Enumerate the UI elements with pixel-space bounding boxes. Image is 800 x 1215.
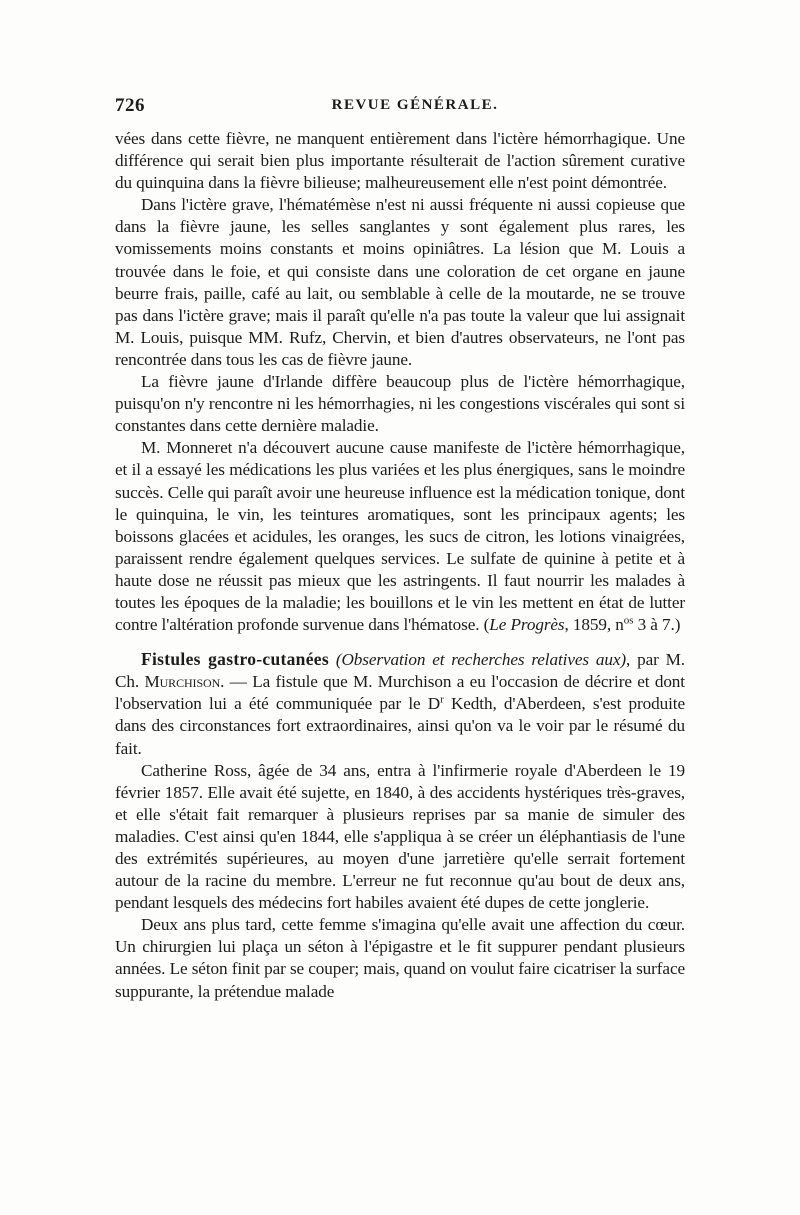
paragraph-monneret-text: M. Monneret n'a découvert aucune cause manifeste de l'ictère hémorrhagique, et il a essayé les médications les plus variées et les plus énergiques, sans le moindre succès. Celle qui paraît avoir une heureuse influence est la médication tonique, dont le quinquina, le vin, les teintures aromatiques, sont les principaux agents; les boissons glacées et acidules, les oranges, les sucs de citron, les lotions vinaigrées, paraissent rendre également quelques services. Le sulfate de quinine à petite et à haute dose ne réussit pas mieux que les astringents. Il faut nourrir les malades à toutes les époques de la maladie; les bouillons et le vin les mettent en état de lutter contre l'altération profonde survenue dans l'hématose.	[115, 438, 685, 635]
citation: (Le Progrès, 1859, $n^{os}$ 3 à 7.)	[483, 614, 681, 635]
article-subtitle: (Observation et recherches relatives aux)	[335, 650, 626, 670]
paragraph-ictere-grave: Dans l'ictère grave, l'hématémèse n'est ni aussi fréquente ni aussi copieuse que dans la fièvre jaune, les selles sanglantes y sont également plus rares, les vomissements moins constants et moins opiniâtres. La lésion que M. Louis a trouvée dans le foie, et qui consiste dans une coloration de cet organe en jaune beurre frais, paille, café au lait, ou semblable à celle de la moutarde, ne se trouve pas dans l'ictère grave; mais il paraît qu'elle n'a pas toute la valeur que lui assignait M. Louis, puisque MM. Rufz, Chervin, et bien d'autres observateurs, ne l'ont pas rencontrée dans tous les cas de fièvre jaune.	[115, 195, 685, 369]
article-title: Fistules gastro-cutanées	[141, 649, 329, 670]
paragraph-continuation: vées dans cette fièvre, ne manquent entièrement dans l'ictère hémorrhagique. Une différence qui serait bien plus importante résulterait de l'action sûrement curative du quinquina dans la fièvre bilieuse; malheureusement elle n'est point démontrée.	[115, 129, 685, 193]
body-text	[115, 128, 685, 1003]
author-name: Murchison	[144, 672, 221, 692]
paragraph-monneret	[115, 437, 685, 636]
page-number: 726	[115, 95, 145, 116]
running-title: REVUE GÉNÉRALE.	[331, 97, 499, 113]
paragraph-catherine-ross: Catherine Ross, âgée de 34 ans, entra à l'infirmerie royale d'Aberdeen le 19 février 1857. Elle avait été sujette, en 1840, à des accidents hystériques très-graves, et elle s'était fait remarquer à plusieurs reprises par sa manie de simuler des maladies. C'est ainsi qu'en 1844, elle s'appliqua à se créer un éléphantiasis de l'une des extrémités supérieures, au moyen d'une jarretière qu'elle serrait fortement autour de la racine du membre. L'erreur ne fut reconnue qu'au bout de deux ans, pendant lesquels des médecins fort habiles avaient été dupes de cette jonglerie.	[115, 760, 685, 913]
paragraph-deux-ans: Deux ans plus tard, cette femme s'imagina qu'elle avait une affection du cœur. Un chirurgien lui plaça un séton à l'épigastre et le fit suppurer pendant plusieurs années. Le séton finit par se couper; mais, quand on voulut faire cicatriser la surface suppurante, la prétendue malade	[115, 915, 685, 1001]
paragraph-fievre-irlande: La fièvre jaune d'Irlande diffère beaucoup plus de l'ictère hémorrhagique, puisqu'on n'y rencontre ni les hémorrhagies, ni les congestions viscérales qui sont si constantes dans cette dernière maladie.	[115, 372, 685, 436]
citation-journal: Le Progrès	[489, 615, 565, 635]
article-lead: Fistules gastro-cutanées (Observation et recherches relatives aux), par M. Ch. Murchison. — La fistule que M. Murchison a eu l'occasion de décrire et dont l'observation lui a été communiquée par le $D^r$ Kedth, d'Aberdeen, s'est produite dans des circonstances fort extraordinaires, ainsi qu'on va le voir par le résumé du fait.	[115, 649, 685, 758]
running-head	[115, 95, 685, 119]
